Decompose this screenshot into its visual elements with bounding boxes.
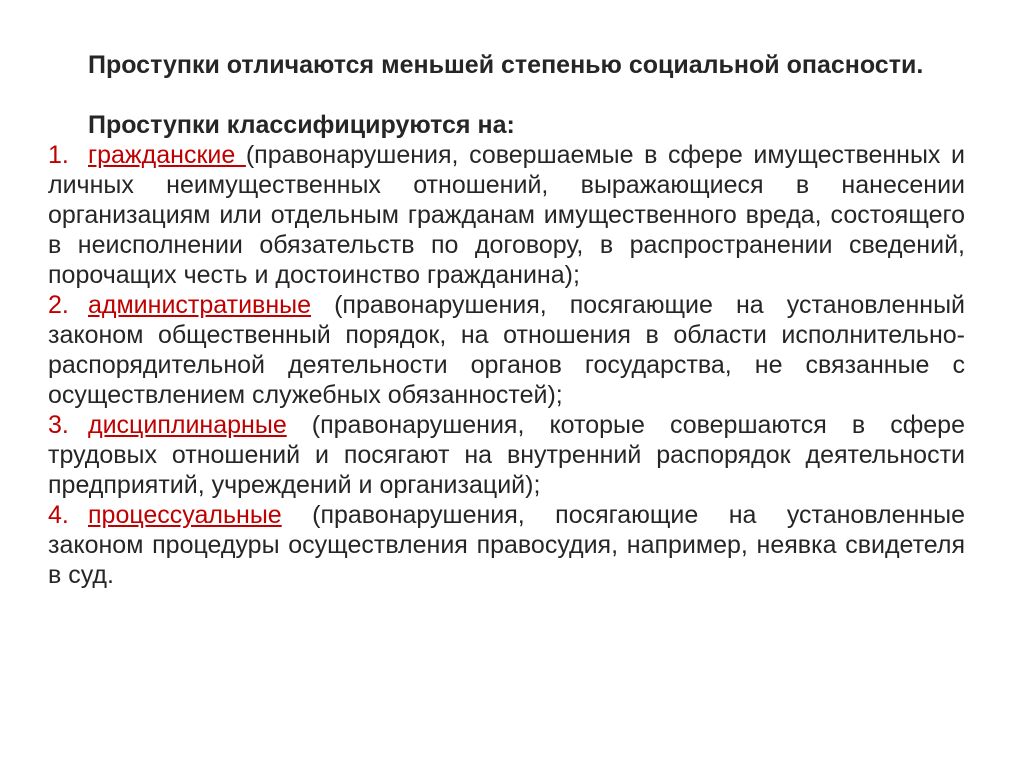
list-item [48, 410, 965, 500]
item-number: 2. [48, 291, 69, 319]
item-number: 1. [48, 141, 69, 169]
item-number: 3. [48, 411, 69, 439]
slide-content [48, 50, 965, 590]
item-description: (правонарушения, которые совершаются в сфере трудовых отношений и посягают на внутренний распорядок деятельности предприятий, учреждений и организаций); [48, 411, 965, 499]
item-description: (правонарушения, посягающие на установленный законом общественный порядок, на отношения в области исполнительно-распорядительной деятельности органов государства, не связанные с осуществлением служебных обязанностей); [48, 291, 965, 409]
list-item [48, 500, 965, 590]
classification-heading: Проступки классифицируются на: [88, 111, 515, 139]
list-item [48, 140, 965, 290]
item-number: 4. [48, 501, 69, 529]
item-description: (правонарушения, посягающие на установленные законом процедуры осуществления правосудия, например, неявка свидетеля в суд. [48, 501, 966, 589]
item-term: процессуальные [88, 501, 282, 529]
list-item [48, 290, 965, 410]
intro-paragraph: Проступки отличаются меньшей степенью социальной опасности. [88, 51, 924, 79]
item-term: гражданские [88, 141, 246, 169]
item-term: дисциплинарные [88, 411, 287, 439]
slide-bottom-edge [0, 747, 1024, 767]
item-term: административные [88, 291, 311, 319]
item-description: (правонарушения, совершаемые в сфере имущественных и личных неимущественных отношений, выражающиеся в нанесении организациям или отдельным гражданам имущественного вреда, состоящего в неисполнении обязательств по договору, в распространении сведений, порочащих честь и достоинство гражданина); [48, 141, 965, 289]
